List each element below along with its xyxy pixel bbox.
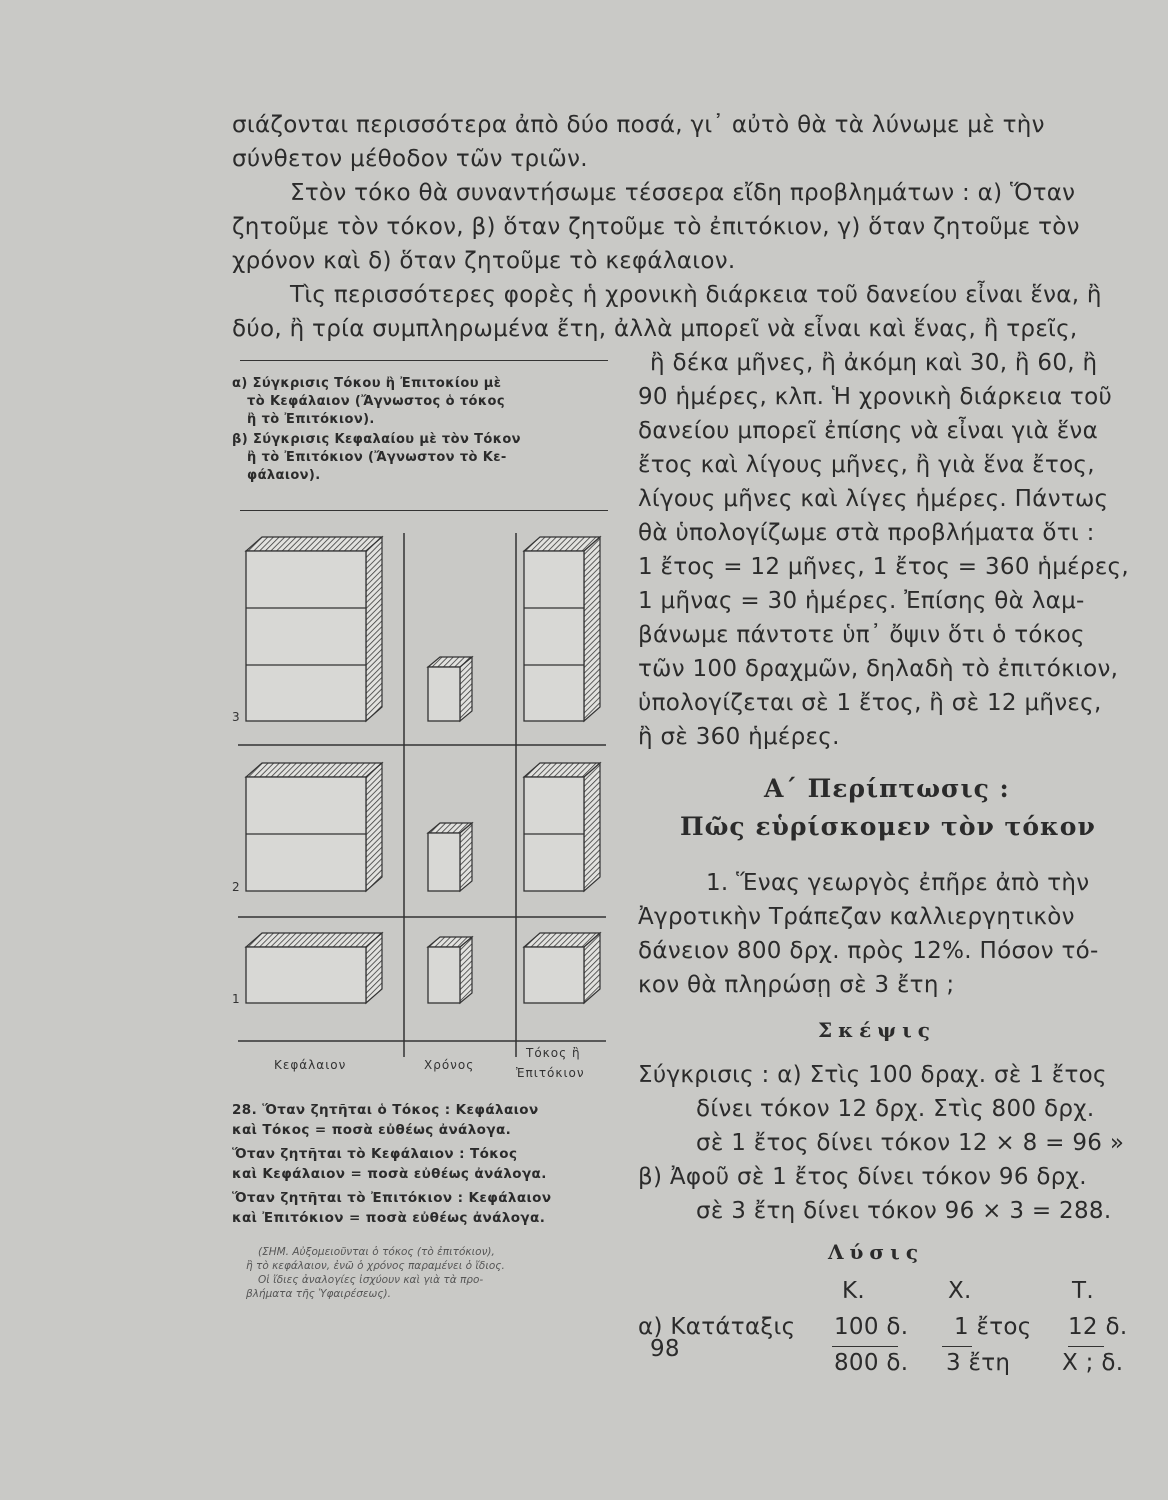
skepsis-line-3: σὲ 1 ἔτος δίνει τόκον 12 × 8 = 96 »: [696, 1130, 1125, 1156]
right-line-3: δανείου μπορεῖ ἐπίσης νὰ εἶναι γιὰ ἕνα: [638, 418, 1099, 444]
intro-line-7: δύο, ἢ τρία συμπληρωμένα ἔτη, ἀλλὰ μπορεῖ νὰ εἶναι καὶ ἕνας, ἢ τρεῖς,: [232, 316, 1078, 342]
block-kefalaion-3: [246, 537, 382, 721]
intro-line-1: σιάζονται περισσότερα ἀπὸ δύο ποσά, γι᾽ αὐτὸ θὰ τὰ λύνωμε μὲ τὴν: [232, 112, 1045, 138]
figure-caption-1: 28. Ὅταν ζητῆται ὁ Τόκος : Κεφάλαιον: [232, 1102, 539, 1118]
sidebar-caption-b2: ἢ τὸ Ἐπιτόκιον (Ἄγνωστον τὸ Κε-: [247, 450, 507, 465]
sidebar-bottom-rule: [240, 510, 608, 511]
note-line-1: (ΣΗΜ. Αὐξομειοῦνται ὁ τόκος (τὸ ἐπιτόκιον),: [258, 1246, 495, 1258]
right-line-2: 90 ἡμέρες, κλπ. Ἡ χρονικὴ διάρκεια τοῦ: [638, 384, 1113, 410]
right-line-9: βάνωμε πάντοτε ὑπ᾽ ὄψιν ὅτι ὁ τόκος: [638, 622, 1085, 648]
lysis-x-fraction-bar: [942, 1346, 972, 1347]
lysis-head-t: Τ.: [1072, 1278, 1094, 1304]
figure-caption-5: Ὅταν ζητῆται τὸ Ἐπιτόκιον : Κεφάλαιον: [232, 1190, 552, 1206]
block-kefalaion-1: [246, 933, 382, 1003]
block-kefalaion-2: [246, 763, 382, 891]
skepsis-line-5: σὲ 3 ἔτη δίνει τόκον 96 × 3 = 288.: [696, 1198, 1112, 1224]
block-xronos-3: [428, 657, 472, 721]
intro-line-5: χρόνον καὶ δ) ὅταν ζητοῦμε τὸ κεφάλαιον.: [232, 248, 736, 274]
block-tokos-3: [524, 537, 600, 721]
sidebar-caption-b1: β) Σύγκρισις Κεφαλαίου μὲ τὸν Τόκον: [232, 432, 521, 447]
intro-line-3: Στὸν τόκο θὰ συναντήσωμε τέσσερα εἴδη προβλημάτων : α) Ὅταν: [290, 180, 1076, 206]
right-line-11: ὑπολογίζεται σὲ 1 ἔτος, ἢ σὲ 12 μῆνες,: [638, 690, 1102, 716]
problem-line-4: κον θὰ πληρώσῃ σὲ 3 ἔτη ;: [638, 972, 955, 998]
note-line-3: Οἱ ἴδιες ἀναλογίες ἰσχύουν καὶ γιὰ τὰ προ-: [258, 1274, 484, 1286]
lysis-t-bottom: Χ ; δ.: [1062, 1350, 1124, 1376]
lysis-x-top: 1 ἔτος: [954, 1314, 1032, 1340]
skepsis-line-4: β) Ἀφοῦ σὲ 1 ἔτος δίνει τόκον 96 δρχ.: [638, 1164, 1087, 1190]
figure-caption-6: καὶ Ἐπιτόκιον = ποσὰ εὐθέως ἀνάλογα.: [232, 1210, 546, 1226]
section-heading-1: Α΄ Περίπτωσις :: [764, 774, 1010, 803]
row-label-3: 3: [232, 710, 240, 724]
lysis-head-k: Κ.: [842, 1278, 865, 1304]
note-line-4: βλήματα τῆς Ὑφαιρέσεως).: [246, 1288, 391, 1300]
right-line-6: θὰ ὑπολογίζωμε στὰ προβλήματα ὅτι :: [638, 520, 1095, 546]
page-number: 98: [650, 1336, 680, 1362]
figure-caption-2: καὶ Τόκος = ποσὰ εὐθέως ἀνάλογα.: [232, 1122, 512, 1138]
right-line-5: λίγους μῆνες καὶ λίγες ἡμέρες. Πάντως: [638, 486, 1109, 512]
lysis-k-bottom: 800 δ.: [834, 1350, 909, 1376]
skepsis-line-2: δίνει τόκον 12 δρχ. Στὶς 800 δρχ.: [696, 1096, 1095, 1122]
intro-line-6: Τὶς περισσότερες φορὲς ἡ χρονικὴ διάρκεια τοῦ δανείου εἶναι ἕνα, ἢ: [290, 282, 1102, 308]
lysis-title: Λύσις: [828, 1240, 924, 1264]
lysis-k-top: 100 δ.: [834, 1314, 909, 1340]
right-line-7: 1 ἔτος = 12 μῆνες, 1 ἔτος = 360 ἡμέρες,: [638, 554, 1129, 580]
col-label-xronos: Χρόνος: [424, 1058, 475, 1072]
sidebar-top-rule: [240, 360, 608, 361]
row-label-2: 2: [232, 880, 240, 894]
skepsis-title: Σκέψις: [818, 1018, 936, 1042]
lysis-x-bottom: 3 ἔτη: [946, 1350, 1011, 1376]
col-label-tokos-1: Τόκος ἢ: [526, 1046, 581, 1060]
intro-line-2: σύνθετον μέθοδον τῶν τριῶν.: [232, 146, 588, 172]
sidebar-caption-a1: α) Σύγκρισις Τόκου ἢ Ἐπιτοκίου μὲ: [232, 376, 502, 391]
block-tokos-2: [524, 763, 600, 891]
right-line-12: ἢ σὲ 360 ἡμέρες.: [638, 724, 840, 750]
lysis-row-label: α) Κατάταξις: [638, 1314, 796, 1340]
sidebar-caption-b3: φάλαιον).: [247, 468, 321, 483]
lysis-t-top: 12 δ.: [1068, 1314, 1128, 1340]
lysis-k-fraction-bar: [832, 1346, 898, 1347]
col-label-kefalaion: Κεφάλαιον: [274, 1058, 347, 1072]
intro-line-4: ζητοῦμε τὸν τόκον, β) ὅταν ζητοῦμε τὸ ἐπιτόκιον, γ) ὅταν ζητοῦμε τὸν: [232, 214, 1080, 240]
problem-line-3: δάνειον 800 δρχ. πρὸς 12%. Πόσον τό-: [638, 938, 1099, 964]
row-label-1: 1: [232, 992, 240, 1006]
figure-caption-4: καὶ Κεφάλαιον = ποσὰ εὐθέως ἀνάλογα.: [232, 1166, 547, 1182]
sidebar-caption-a2: τὸ Κεφάλαιον (Ἄγνωστος ὁ τόκος: [247, 394, 505, 409]
right-line-8: 1 μῆνας = 30 ἡμέρες. Ἐπίσης θὰ λαμ-: [638, 588, 1085, 614]
lysis-head-x: Χ.: [948, 1278, 972, 1304]
right-line-1: ἢ δέκα μῆνες, ἢ ἀκόμη καὶ 30, ἢ 60, ἢ: [650, 350, 1098, 376]
lysis-t-fraction-bar: [1068, 1346, 1104, 1347]
section-heading-2: Πῶς εὑρίσκομεν τὸν τόκον: [680, 812, 1096, 841]
col-label-tokos-2: Ἐπιτόκιον: [516, 1066, 585, 1080]
block-xronos-1: [428, 937, 472, 1003]
problem-line-2: Ἀγροτικὴν Τράπεζαν καλλιεργητικὸν: [638, 904, 1075, 930]
problem-line-1: 1. Ἕνας γεωργὸς ἐπῆρε ἀπὸ τὴν: [706, 870, 1090, 896]
note-line-2: ἢ τὸ κεφάλαιον, ἐνῶ ὁ χρόνος παραμένει ὁ ἴδιος.: [246, 1260, 505, 1272]
proportion-block-figure: [232, 527, 612, 1087]
sidebar-caption-a3: ἢ τὸ Ἐπιτόκιον).: [247, 412, 375, 427]
skepsis-line-1: Σύγκρισις : α) Στὶς 100 δραχ. σὲ 1 ἔτος: [638, 1062, 1107, 1088]
block-xronos-2: [428, 823, 472, 891]
figure-caption-3: Ὅταν ζητῆται τὸ Κεφάλαιον : Τόκος: [232, 1146, 518, 1162]
right-line-10: τῶν 100 δραχμῶν, δηλαδὴ τὸ ἐπιτόκιον,: [638, 656, 1119, 682]
right-line-4: ἔτος καὶ λίγους μῆνες, ἢ γιὰ ἕνα ἔτος,: [638, 452, 1095, 478]
block-tokos-1: [524, 933, 600, 1003]
